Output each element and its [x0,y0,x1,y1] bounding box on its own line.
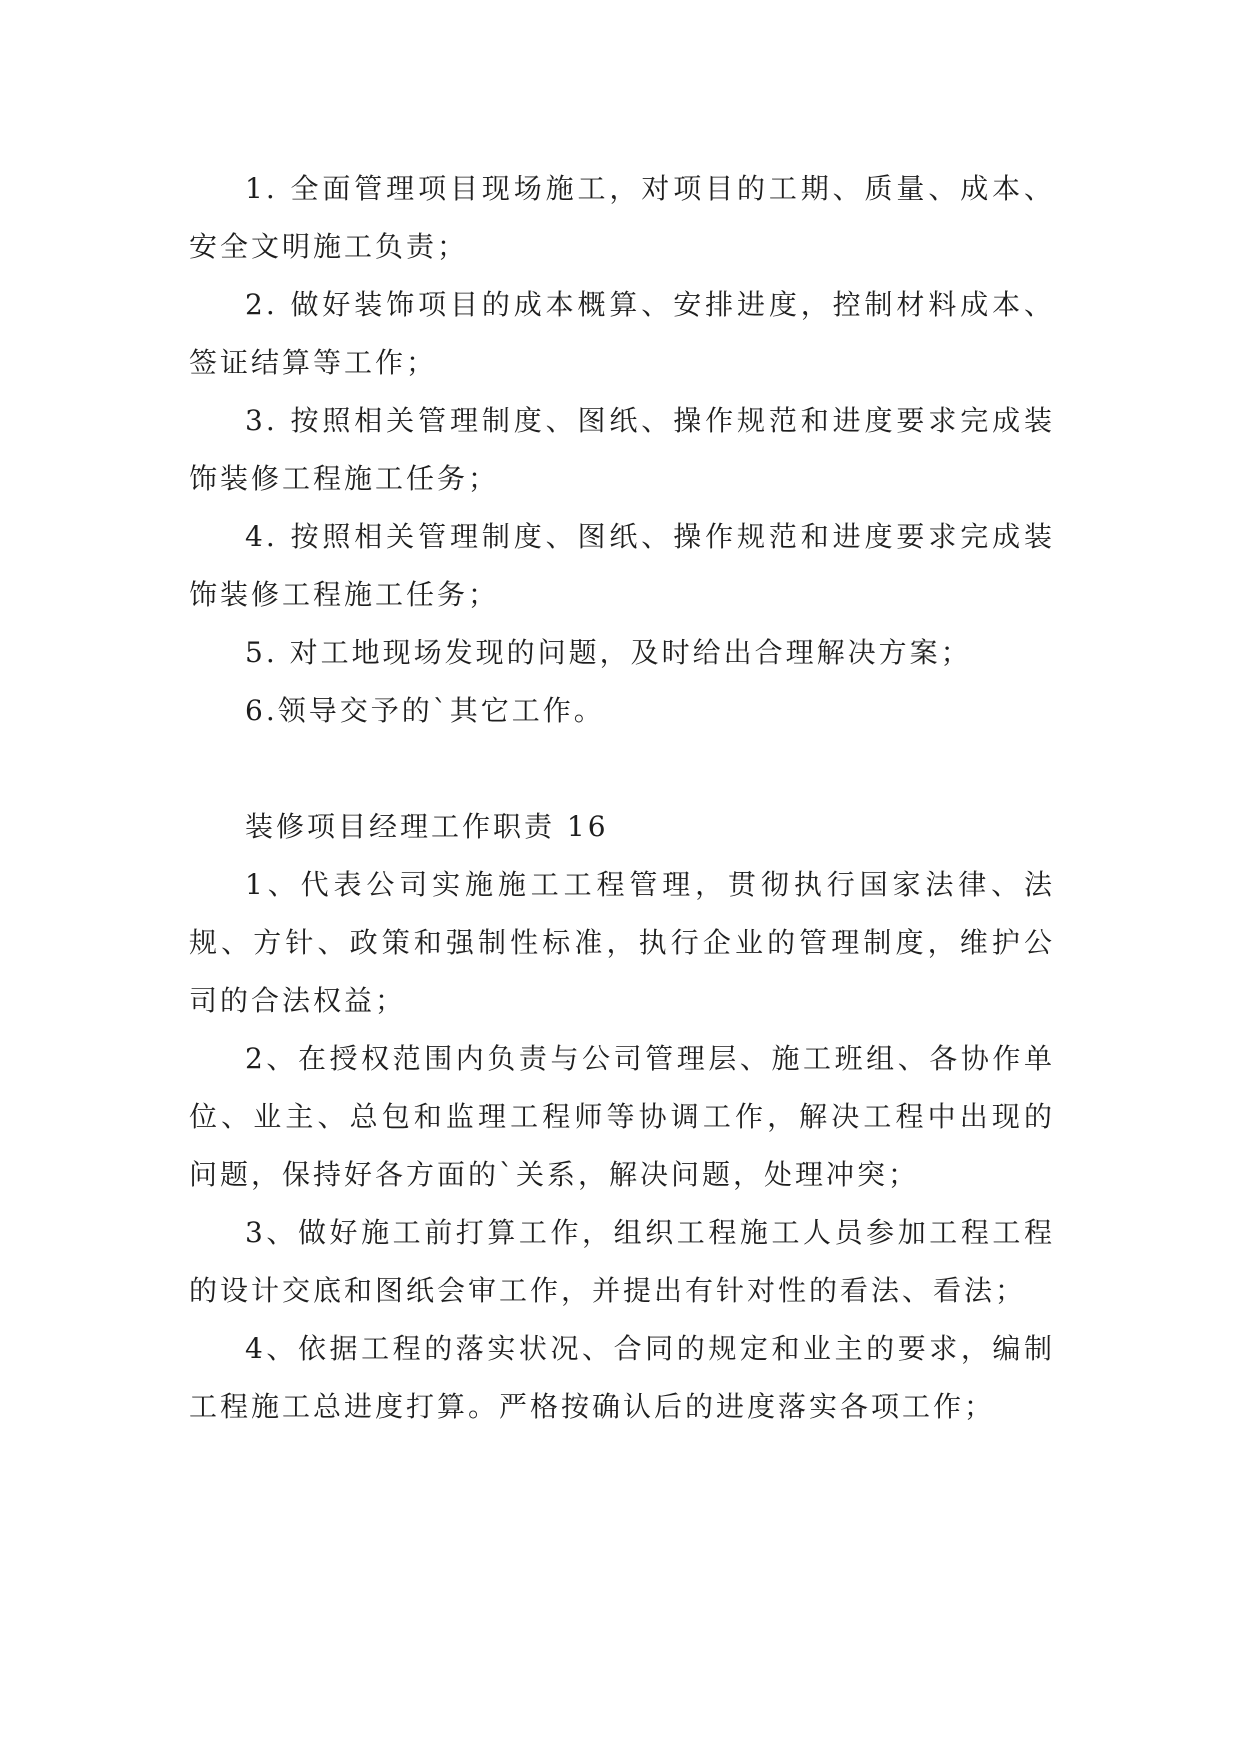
document-page [189,160,1055,1436]
paragraph: 2. 做好装饰项目的成本概算、安排进度，控制材料成本、签证结算等工作； [189,288,1055,379]
paragraph: 1. 全面管理项目现场施工，对项目的工期、质量、成本、安全文明施工负责； [189,172,1055,263]
paragraph: 1、代表公司实施施工工程管理，贯彻执行国家法律、法规、方针、政策和强制性标准，执行企业的管理制度，维护公司的合法权益； [189,868,1055,1017]
paragraph: 4、依据工程的落实状况、合同的规定和业主的要求，编制工程施工总进度打算。严格按确认后的进度落实各项工作； [189,1332,1055,1423]
paragraph: 3. 按照相关管理制度、图纸、操作规范和进度要求完成装饰装修工程施工任务； [189,404,1055,495]
section-heading: 装修项目经理工作职责 16 [245,810,609,843]
paragraph: 5. 对工地现场发现的问题，及时给出合理解决方案； [245,636,972,669]
paragraph: 3、做好施工前打算工作，组织工程施工人员参加工程工程的设计交底和图纸会审工作，并提出有针对性的看法、看法； [189,1216,1055,1307]
paragraph: 4. 按照相关管理制度、图纸、操作规范和进度要求完成装饰装修工程施工任务； [189,520,1055,611]
paragraph: 2、在授权范围内负责与公司管理层、施工班组、各协作单位、业主、总包和监理工程师等协调工作，解决工程中出现的问题，保持好各方面的`关系，解决问题，处理冲突； [189,1042,1055,1191]
paragraph: 6.领导交予的`其它工作。 [245,694,605,727]
